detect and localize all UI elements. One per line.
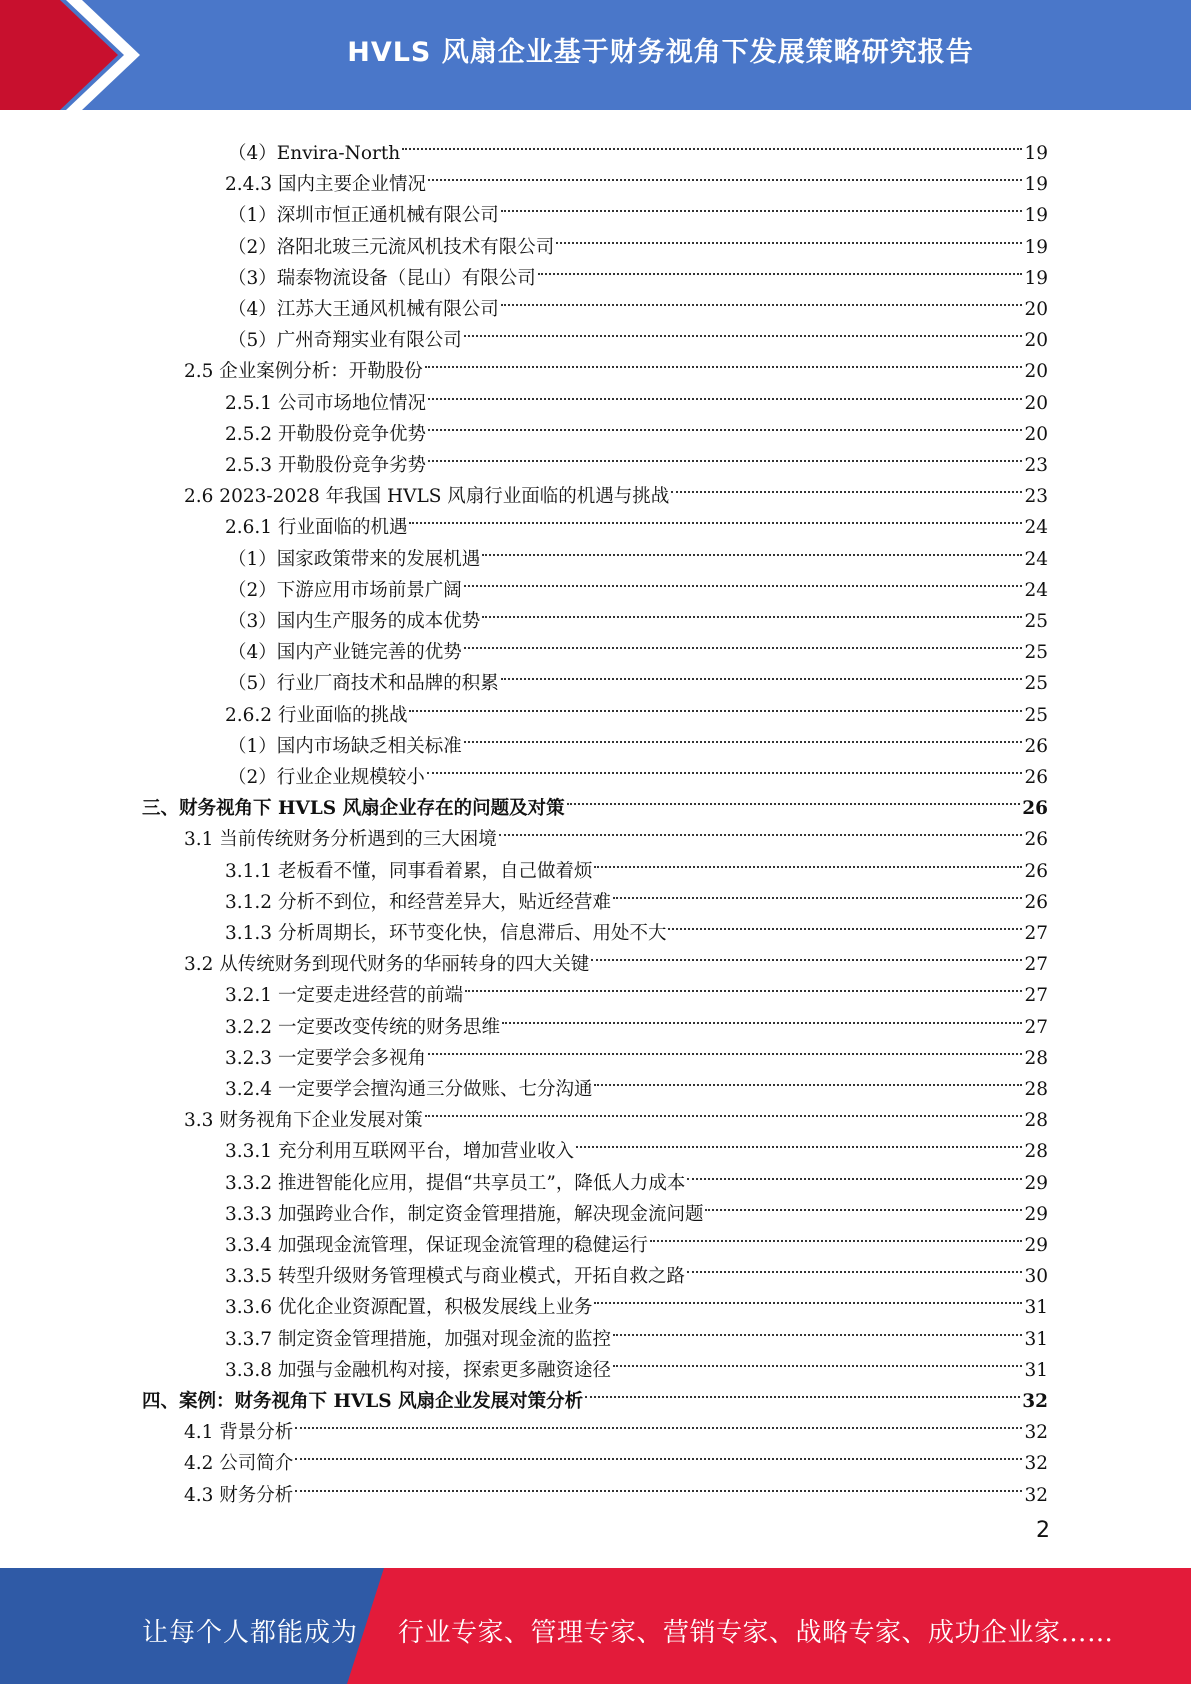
toc-entry[interactable]	[184, 471, 1048, 508]
toc-entry-page: 19	[1024, 267, 1048, 289]
toc-entry-page: 29	[1024, 1203, 1048, 1225]
toc-entry-title: （4）Envira-North	[228, 143, 401, 164]
toc-entry[interactable]	[228, 128, 1048, 164]
footer-slogan-right: 行业专家、管理专家、营销专家、战略专家、成功企业家……	[398, 1618, 1114, 1648]
toc-entry-title: 2.5 企业案例分析：开勒股份	[184, 361, 423, 383]
toc-entry-title: 3.3.1 充分利用互联网平台，增加营业收入	[225, 1141, 574, 1163]
toc-entry-page: 23	[1024, 486, 1048, 508]
toc-entry[interactable]	[225, 846, 1048, 882]
toc-entry[interactable]	[228, 253, 1048, 289]
toc-entry-page: 27	[1024, 923, 1048, 944]
toc-dot-leader	[499, 814, 1023, 845]
toc-entry[interactable]	[225, 1126, 1048, 1163]
toc-dot-leader	[464, 627, 1023, 658]
toc-entry-title: 四、案例：财务视角下 HVLS 风扇企业发展对策分析	[142, 1391, 584, 1412]
toc-entry-title: （2）下游应用市场前景广阔	[228, 579, 462, 601]
toc-entry[interactable]	[225, 1002, 1048, 1038]
toc-entry-page: 31	[1024, 1328, 1048, 1350]
toc-dot-leader	[613, 877, 1022, 908]
toc-dot-leader	[567, 783, 1021, 814]
toc-entry-page: 27	[1024, 985, 1048, 1007]
toc-entry[interactable]	[228, 721, 1048, 757]
toc-dot-leader	[594, 1282, 1022, 1313]
toc-entry-title: （2）洛阳北玻三元流风机技术有限公司	[228, 236, 555, 258]
toc-entry-title: 2.5.2 开勒股份竞争优势	[225, 423, 426, 445]
toc-entry-title: （4）国内产业链完善的优势	[228, 642, 462, 664]
toc-entry[interactable]	[228, 190, 1048, 227]
toc-entry[interactable]	[228, 658, 1048, 695]
toc-entry-title: 3.2 从传统财务到现代财务的华丽转身的四大关键	[184, 954, 590, 976]
toc-entry-title: 3.3.4 加强现金流管理，保证现金流管理的稳健运行	[225, 1235, 648, 1256]
toc-entry-page: 28	[1024, 1141, 1048, 1163]
toc-entry[interactable]	[228, 596, 1048, 632]
toc-entry-title: 3.1.1 老板看不懂，同事看着累，自己做着烦	[225, 860, 593, 882]
toc-entry[interactable]	[225, 1345, 1048, 1381]
toc-entry-title: 2.5.1 公司市场地位情况	[225, 392, 426, 414]
toc-entry-page: 29	[1024, 1172, 1048, 1194]
toc-dot-leader	[427, 752, 1023, 783]
toc-dot-leader	[425, 346, 1023, 377]
toc-entry-page: 19	[1024, 143, 1048, 164]
toc-entry-page: 20	[1024, 361, 1048, 383]
toc-entry-page: 20	[1024, 423, 1048, 445]
toc-entry-title: 3.1.3 分析周期长，环节变化快，信息滞后、用处不大	[225, 923, 667, 944]
toc-entry-title: （5）广州奇翔实业有限公司	[228, 330, 462, 352]
toc-entry[interactable]	[225, 1220, 1048, 1256]
toc-entry-page: 28	[1024, 1110, 1048, 1132]
toc-entry-page: 31	[1024, 1297, 1048, 1319]
toc-entry-title: （1）深圳市恒正通机械有限公司	[228, 205, 499, 227]
toc-entry-title: （2）行业企业规模较小	[228, 767, 425, 788]
toc-entry-title: 3.3.2 推进智能化应用，提倡“共享员工”，降低人力成本	[225, 1172, 686, 1194]
toc-entry[interactable]	[225, 1282, 1048, 1319]
toc-entry[interactable]	[225, 502, 1048, 539]
toc-entry-title: 2.4.3 国内主要企业情况	[225, 174, 426, 196]
toc-dot-leader	[556, 222, 1022, 253]
toc-entry-title: 3.1 当前传统财务分析遇到的三大困境	[184, 829, 497, 851]
page-footer	[0, 1568, 1191, 1684]
toc-entry[interactable]	[225, 440, 1048, 476]
toc-dot-leader	[594, 846, 1022, 877]
toc-dot-leader	[295, 1438, 1022, 1469]
toc-entry[interactable]	[184, 1407, 1048, 1444]
toc-dot-leader	[591, 939, 1022, 970]
toc-entry-page: 31	[1024, 1359, 1048, 1381]
toc-entry-title: （1）国家政策带来的发展机遇	[228, 548, 481, 570]
toc-dot-leader	[465, 970, 1022, 1001]
toc-dot-leader	[613, 1345, 1022, 1376]
toc-entry[interactable]	[228, 315, 1048, 352]
page-header	[0, 0, 1191, 110]
toc-entry-page: 29	[1024, 1235, 1048, 1256]
toc-dot-leader	[687, 1251, 1022, 1282]
toc-entry-page: 25	[1024, 642, 1048, 664]
toc-entry[interactable]	[225, 1064, 1048, 1100]
toc-entry[interactable]	[184, 1095, 1048, 1132]
toc-entry-page: 25	[1024, 704, 1048, 726]
toc-dot-leader	[705, 1189, 1022, 1220]
toc-dot-leader	[464, 721, 1023, 752]
toc-dot-leader	[295, 1470, 1022, 1501]
toc-entry-page: 28	[1024, 1079, 1048, 1100]
page-number: 2	[1036, 1518, 1050, 1543]
toc-dot-leader	[425, 1095, 1023, 1126]
toc-entry[interactable]	[228, 222, 1048, 258]
toc-dot-leader	[482, 596, 1022, 627]
toc-entry-page: 32	[1022, 1391, 1048, 1412]
toc-dot-leader	[428, 378, 1022, 409]
toc-entry-page: 24	[1024, 579, 1048, 601]
toc-entry[interactable]	[225, 159, 1048, 196]
toc-entry-title: 2.5.3 开勒股份竞争劣势	[225, 455, 426, 476]
toc-dot-leader	[594, 1064, 1022, 1095]
toc-dot-leader	[409, 690, 1022, 721]
toc-entry-page: 24	[1024, 517, 1048, 539]
toc-entry-page: 24	[1024, 548, 1048, 570]
toc-entry-title: 3.2.3 一定要学会多视角	[225, 1047, 426, 1069]
toc-entry-page: 19	[1024, 205, 1048, 227]
toc-entry[interactable]	[228, 565, 1048, 601]
toc-entry[interactable]	[225, 877, 1048, 913]
toc-entry-page: 19	[1024, 236, 1048, 258]
toc-entry-page: 27	[1024, 954, 1048, 976]
toc-dot-leader	[585, 1376, 1020, 1407]
toc-dot-leader	[576, 1126, 1022, 1157]
toc-entry-page: 26	[1024, 829, 1048, 851]
toc-entry[interactable]	[184, 939, 1048, 976]
toc-entry[interactable]	[184, 814, 1048, 851]
toc-entry-title: （3）国内生产服务的成本优势	[228, 611, 481, 632]
toc-dot-leader	[501, 658, 1023, 689]
toc-entry-page: 20	[1024, 299, 1048, 320]
toc-dot-leader	[402, 128, 1022, 159]
toc-entry[interactable]	[228, 627, 1048, 664]
toc-entry-page: 27	[1024, 1016, 1048, 1038]
toc-entry-page: 32	[1024, 1422, 1048, 1444]
toc-entry-page: 32	[1024, 1484, 1048, 1506]
toc-entry-page: 32	[1024, 1453, 1048, 1475]
toc-entry[interactable]	[228, 752, 1048, 788]
toc-entry-title: （1）国内市场缺乏相关标准	[228, 735, 462, 757]
toc-dot-leader	[464, 565, 1023, 596]
toc-entry[interactable]	[184, 346, 1048, 383]
toc-entry-page: 26	[1024, 767, 1048, 788]
toc-entry[interactable]	[228, 534, 1048, 570]
toc-entry-title: 3.2.1 一定要走进经营的前端	[225, 985, 463, 1007]
toc-dot-leader	[502, 1002, 1022, 1033]
toc-entry-title: （4）江苏大王通风机械有限公司	[228, 299, 499, 320]
toc-entry-title: （5）行业厂商技术和品牌的积累	[228, 673, 499, 695]
toc-entry-title: 3.3 财务视角下企业发展对策	[184, 1110, 423, 1132]
toc-entry-page: 30	[1024, 1266, 1048, 1288]
toc-entry-title: 3.3.5 转型升级财务管理模式与商业模式，开拓自救之路	[225, 1266, 685, 1288]
toc-entry-title: 3.2.4 一定要学会擅沟通三分做账、七分沟通	[225, 1079, 593, 1100]
toc-entry-page: 25	[1024, 673, 1048, 695]
toc-entry[interactable]	[225, 378, 1048, 414]
header-arrow-decoration	[0, 0, 170, 110]
toc-dot-leader	[482, 534, 1022, 565]
toc-entry-page: 26	[1024, 735, 1048, 757]
footer-slogan-left: 让每个人都能成为	[142, 1618, 359, 1648]
toc-entry-page: 20	[1024, 392, 1048, 414]
toc-dot-leader	[409, 502, 1022, 533]
toc-entry-title: 3.3.7 制定资金管理措施，加强对现金流的监控	[225, 1328, 611, 1350]
toc-entry[interactable]	[225, 1033, 1048, 1069]
toc-entry[interactable]	[184, 1438, 1048, 1475]
toc-entry-page: 26	[1024, 860, 1048, 882]
toc-dot-leader	[501, 284, 1023, 315]
toc-dot-leader	[671, 471, 1022, 502]
toc-entry[interactable]	[225, 908, 1048, 944]
toc-entry-title: （3）瑞泰物流设备（昆山）有限公司	[228, 267, 536, 289]
toc-dot-leader	[538, 253, 1023, 284]
toc-entry-title: 4.3 财务分析	[184, 1484, 294, 1506]
toc-entry-page: 25	[1024, 611, 1048, 632]
toc-dot-leader	[295, 1407, 1022, 1438]
toc-dot-leader	[428, 440, 1022, 471]
toc-entry[interactable]	[142, 1376, 1048, 1412]
toc-entry-title: 3.3.3 加强跨业合作，制定资金管理措施，解决现金流问题	[225, 1203, 704, 1225]
toc-entry-title: 4.1 背景分析	[184, 1422, 294, 1444]
toc-entry-title: 2.6 2023-2028 年我国 HVLS 风扇行业面临的机遇与挑战	[184, 486, 670, 508]
toc-dot-leader	[464, 315, 1023, 346]
toc-dot-leader	[428, 159, 1022, 190]
toc-dot-leader	[650, 1220, 1022, 1251]
toc-entry-title: 3.2.2 一定要改变传统的财务思维	[225, 1016, 500, 1038]
toc-entry[interactable]	[142, 783, 1048, 820]
toc-entry[interactable]	[225, 409, 1048, 445]
toc-entry-title: 2.6.2 行业面临的挑战	[225, 704, 408, 726]
toc-entry-title: 3.3.8 加强与金融机构对接，探索更多融资途径	[225, 1359, 611, 1381]
toc-entry-page: 23	[1024, 455, 1048, 476]
toc-entry-page: 20	[1024, 330, 1048, 352]
toc-dot-leader	[428, 409, 1022, 440]
toc-entry-title: 3.1.2 分析不到位，和经营差异大，贴近经营难	[225, 891, 611, 913]
toc-entry-page: 19	[1024, 174, 1048, 196]
toc-entry-page: 26	[1022, 798, 1048, 820]
toc-dot-leader	[687, 1158, 1022, 1189]
toc-entry-title: 3.3.6 优化企业资源配置，积极发展线上业务	[225, 1297, 593, 1319]
toc-dot-leader	[668, 908, 1022, 939]
toc-entry-page: 28	[1024, 1047, 1048, 1069]
toc-entry-title: 三、财务视角下 HVLS 风扇企业存在的问题及对策	[142, 798, 565, 820]
toc-entry[interactable]	[184, 1470, 1048, 1506]
report-title: HVLS 风扇企业基于财务视角下发展策略研究报告	[347, 37, 974, 68]
toc-entry[interactable]	[228, 284, 1048, 320]
toc-entry[interactable]	[225, 1158, 1048, 1194]
toc-entry[interactable]	[225, 1189, 1048, 1225]
toc-entry-page: 26	[1024, 891, 1048, 913]
toc-entry[interactable]	[225, 1251, 1048, 1288]
toc-dot-leader	[428, 1033, 1022, 1064]
toc-dot-leader	[501, 190, 1023, 221]
toc-entry-title: 4.2 公司简介	[184, 1453, 294, 1475]
toc-dot-leader	[613, 1314, 1022, 1345]
toc-entry-title: 2.6.1 行业面临的机遇	[225, 517, 408, 539]
toc-entry[interactable]	[225, 1314, 1048, 1350]
toc-entry[interactable]	[225, 690, 1048, 726]
toc-entry[interactable]	[225, 970, 1048, 1007]
